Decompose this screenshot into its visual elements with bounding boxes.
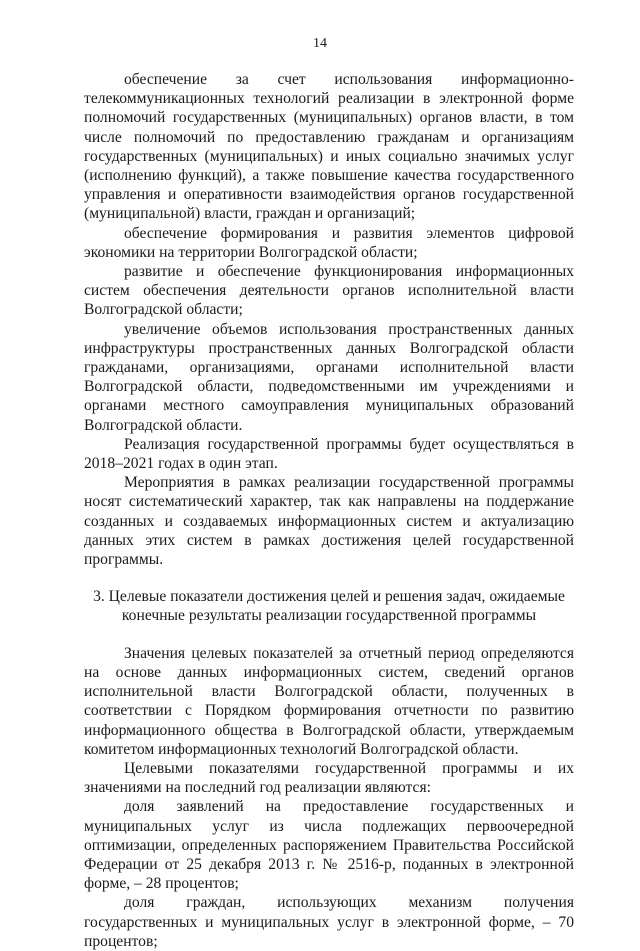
paragraph-goal-egov: обеспечение за счет использования информационно-телекоммуникационных технологий реализации в электронной форме полномочий государственных (муниципальных) органов власти, в том числе полномочий по предоставлению гражданам и организациям государственных (муниципальных) и иных социально значимых услуг (исполнению функций), а также повышение качества государственного управления и оперативности взаимодействия органов государственной (муниципальной) власти, граждан и организаций; [84, 71, 574, 223]
paragraph-goal-spatial-data: увеличение объемов использования пространственных данных инфраструктуры пространственных данных Волгоградской области гражданами, организациями, органами исполнительной власти Волгоградской области, подведомственными им учреждениями и органами местного самоуправления муниципальных образований Волгоградской области. [84, 320, 574, 434]
section-heading-line2: конечные результаты реализации государственной программы [121, 607, 537, 625]
paragraph-indicators-intro: Целевыми показателями государственной программы и их значениями на последний год реализации являются: [84, 759, 574, 797]
document-body [84, 70, 574, 951]
paragraph-goal-digital-economy: обеспечение формирования и развития элементов цифровой экономики на территории Волгоградской области; [84, 224, 574, 261]
paragraph-indicator-sources: Значения целевых показателей за отчетный период определяются на основе данных информационных систем, сведений органов исполнительной власти Волгоградской области, полученных в соответствии с Порядком формирования отчетности по развитию информационного общества в Волгоградской области, утверждаемым комитетом информационных технологий Волгоградской области. [84, 644, 574, 758]
paragraph-activities: Мероприятия в рамках реализации государственной программы носят систематический характер, так как направлены на поддержание созданных и создаваемых информационных систем и актуализацию данных этих систем в рамках достижения целей государственной программы. [84, 474, 574, 569]
section-heading [84, 587, 574, 625]
paragraph-indicator-citizens: доля граждан, использующих механизм получения государственных и муниципальных услуг в электронной форме, – 70 процентов; [84, 894, 574, 950]
paragraph-indicator-applications: доля заявлений на предоставление государственных и муниципальных услуг из числа подлежащих первоочередной оптимизации, определенных распоряжением Правительства Российской Федерации от 25 декабря 2013 г. № 2516-р, поданных в электронной форме, – 28 процентов; [84, 798, 574, 893]
section-heading-line1: 3. Целевые показатели достижения целей и решения задач, ожидаемые [93, 588, 565, 606]
page-number: 14 [313, 36, 327, 51]
paragraph-implementation-period: Реализация государственной программы будет осуществляться в 2018–2021 годах в один этап. [84, 435, 574, 473]
paragraph-goal-info-systems: развитие и обеспечение функционирования информационных систем обеспечения деятельности органов исполнительной власти Волгоградской области; [84, 263, 574, 319]
